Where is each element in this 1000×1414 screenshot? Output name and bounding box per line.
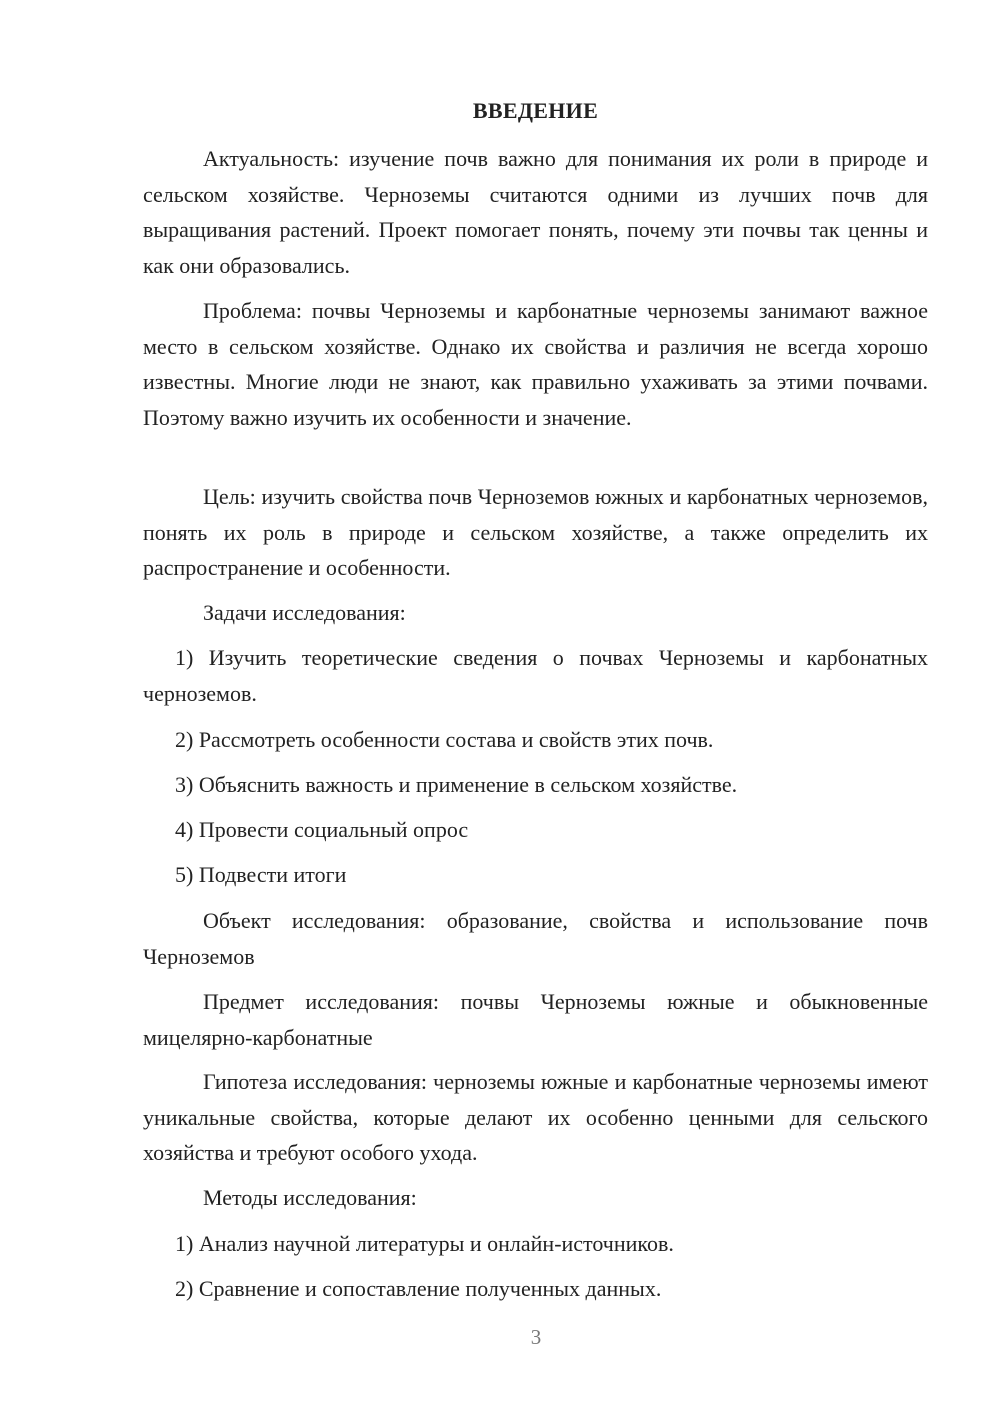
page-number: 3 <box>530 1325 542 1349</box>
problem-paragraph: Проблема: почвы Черноземы и карбонатные черноземы занимают важное место в сельском хозяйстве. Однако их свойства и различия не всегда хорошо известны. Многие люди не знают, как правильно ухаживать за этими почвами. Поэтому важно изучить их особенности и значение. <box>143 298 928 430</box>
goal-paragraph: Цель: изучить свойства почв Черноземов южных и карбонатных черноземов, понять их роль в природе и сельском хозяйстве, а также определить их распространение и особенности. <box>143 484 928 580</box>
task-item-1: 1) Изучить теоретические сведения о почвах Черноземы и карбонатных черноземов. <box>143 645 928 706</box>
method-item-2: 2) Сравнение и сопоставление полученных данных. <box>175 1276 662 1301</box>
method-item-1: 1) Анализ научной литературы и онлайн-источников. <box>175 1231 674 1256</box>
subject-paragraph: Предмет исследования: почвы Черноземы южные и обыкновенные мицелярно-карбонатные <box>143 989 928 1050</box>
object-paragraph: Объект исследования: образование, свойства и использование почв Черноземов <box>143 908 928 969</box>
task-item-5: 5) Подвести итоги <box>175 862 347 887</box>
task-item-3: 3) Объяснить важность и применение в сельском хозяйстве. <box>175 772 738 797</box>
tasks-heading: Задачи исследования: <box>203 600 406 625</box>
hypothesis-paragraph: Гипотеза исследования: черноземы южные и карбонатные черноземы имеют уникальные свойства, которые делают их особенно ценными для сельского хозяйства и требуют особого ухода. <box>143 1069 928 1165</box>
task-item-2: 2) Рассмотреть особенности состава и свойств этих почв. <box>175 727 714 752</box>
task-item-4: 4) Провести социальный опрос <box>175 817 469 842</box>
relevance-paragraph: Актуальность: изучение почв важно для понимания их роли в природе и сельском хозяйстве. Черноземы считаются одними из лучших почв для выращивания растений. Проект помогает понять, почему эти почвы так ценны и как они образовались. <box>143 146 928 278</box>
page-title: ВВЕДЕНИЕ <box>472 98 599 123</box>
methods-heading: Методы исследования: <box>203 1185 417 1210</box>
